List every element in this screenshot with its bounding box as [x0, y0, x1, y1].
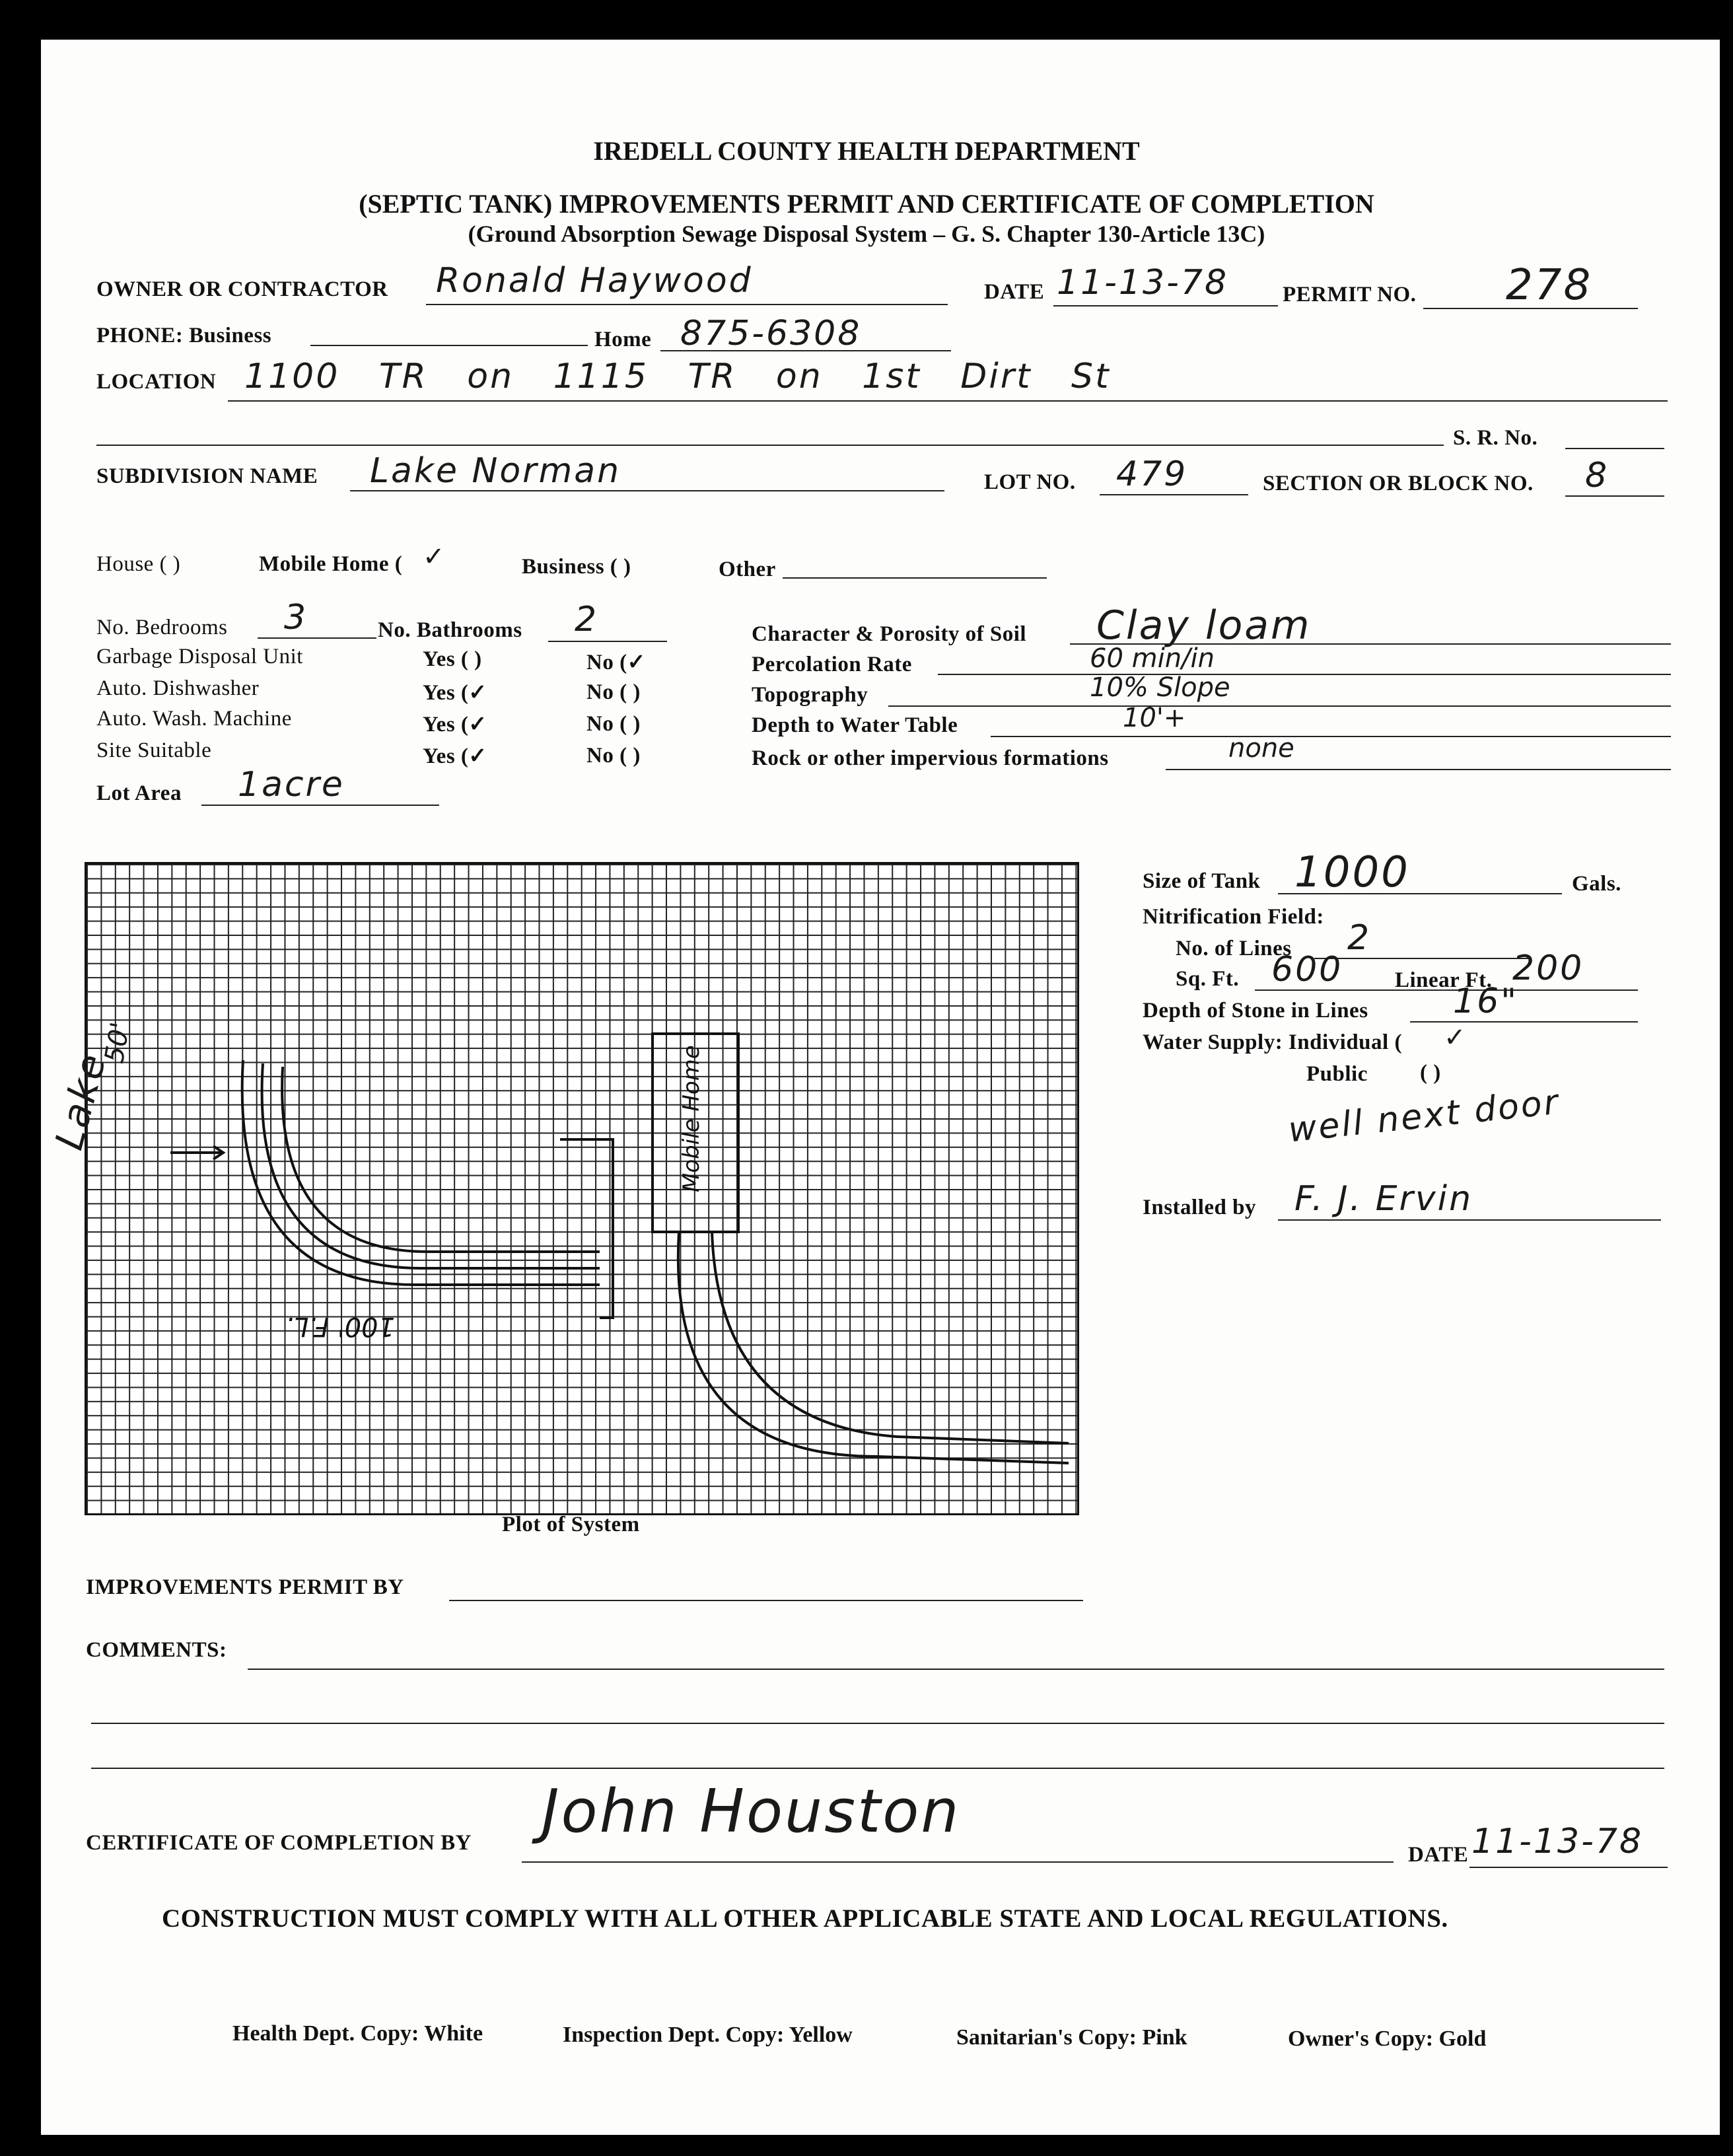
subdivision-value: Lake Norman — [370, 451, 621, 491]
wash-machine-yes: Yes (✓ — [423, 713, 487, 737]
phone-business-label: PHONE: Business — [96, 324, 272, 347]
bedrooms-value: 3 — [284, 598, 308, 637]
nitrification-label: Nitrification Field: — [1143, 905, 1324, 929]
date-label: DATE — [984, 280, 1045, 304]
certificate-label: CERTIFICATE OF COMPLETION BY — [86, 1831, 472, 1855]
linear-ft-label: Linear Ft. — [1395, 968, 1493, 992]
lot-area-label: Lot Area — [96, 781, 182, 805]
other-label: Other — [719, 557, 776, 581]
subdivision-label: SUBDIVISION NAME — [96, 464, 318, 488]
dishwasher-label: Auto. Dishwasher — [96, 676, 260, 700]
public-value: ( ) — [1420, 1061, 1441, 1085]
site-suitable-yes: Yes (✓ — [423, 744, 487, 768]
location-value: 1100 TR on 1115 TR on 1st Dirt St — [244, 357, 1111, 396]
public-label: Public — [1306, 1062, 1368, 1086]
certificate-date-label: DATE — [1408, 1843, 1469, 1867]
dishwasher-no: No ( ) — [586, 680, 641, 704]
mobile-home-option: Mobile Home ( — [259, 552, 403, 576]
form-subtitle: (Ground Absorption Sewage Disposal System – G. S. Chapter 130-Article 13C) — [468, 221, 1265, 247]
comments-label: COMMENTS: — [86, 1638, 227, 1662]
lines-value: 2 — [1347, 918, 1372, 958]
well-note: well next door — [1286, 1082, 1562, 1151]
agency-title: IREDELL COUNTY HEALTH DEPARTMENT — [593, 136, 1140, 166]
plot-mobile-home-label: Mobile Home — [678, 1045, 705, 1192]
section-value: 8 — [1585, 456, 1609, 495]
garbage-yes: Yes ( ) — [423, 647, 482, 671]
stone-depth-value: 16" — [1453, 982, 1519, 1021]
copy-health: Health Dept. Copy: White — [232, 2021, 483, 2046]
regulation-notice: CONSTRUCTION MUST COMPLY WITH ALL OTHER APPLICABLE STATE AND LOCAL REGULATIONS. — [162, 1904, 1448, 1933]
water-supply-label: Water Supply: Individual ( — [1143, 1030, 1402, 1054]
rock-value: none — [1228, 733, 1294, 764]
wash-machine-no: No ( ) — [586, 712, 641, 736]
section-label: SECTION OR BLOCK NO. — [1263, 472, 1534, 495]
tank-size-value: 1000 — [1294, 848, 1410, 897]
lines-label: No. of Lines — [1176, 937, 1292, 960]
copy-owner: Owner's Copy: Gold — [1288, 2027, 1487, 2051]
location-label: LOCATION — [96, 370, 217, 394]
plot-caption: Plot of System — [502, 1513, 640, 1536]
percolation-label: Percolation Rate — [752, 653, 912, 676]
form-title: (SEPTIC TANK) IMPROVEMENTS PERMIT AND CERTIFICATE OF COMPLETION — [359, 189, 1374, 219]
water-supply-check: ✓ — [1444, 1023, 1466, 1053]
sr-no-label: S. R. No. — [1453, 426, 1538, 450]
owner-label: OWNER OR CONTRACTOR — [96, 277, 388, 301]
dishwasher-yes: Yes (✓ — [423, 681, 487, 705]
bathrooms-value: 2 — [575, 600, 599, 639]
business-option: Business ( ) — [522, 555, 631, 579]
sqft-label: Sq. Ft. — [1176, 967, 1240, 991]
tank-size-label: Size of Tank — [1143, 869, 1261, 893]
percolation-value: 60 min/in — [1090, 643, 1215, 674]
date-value: 11-13-78 — [1057, 263, 1229, 303]
tank-gals-label: Gals. — [1572, 872, 1621, 896]
lot-area-value: 1acre — [238, 765, 345, 805]
house-option: House ( ) — [96, 552, 181, 576]
rock-label: Rock or other impervious formations — [752, 746, 1109, 770]
soil-character-label: Character & Porosity of Soil — [752, 622, 1027, 646]
sqft-value: 600 — [1271, 950, 1343, 989]
plot-distance-label: 50' — [99, 1020, 137, 1065]
topography-label: Topography — [752, 683, 868, 707]
phone-home-label: Home — [594, 328, 652, 351]
improvements-permit-label: IMPROVEMENTS PERMIT BY — [86, 1575, 404, 1599]
installed-by-value: F. J. Ervin — [1294, 1179, 1473, 1219]
garbage-no: No (✓ — [586, 651, 646, 674]
certificate-signature: John Houston — [542, 1777, 961, 1846]
permit-label: PERMIT NO. — [1283, 283, 1417, 306]
topography-value: 10% Slope — [1090, 672, 1230, 703]
site-suitable-no: No ( ) — [586, 744, 641, 768]
plot-field-label: 100' F.L. — [285, 1311, 395, 1342]
plot-lake-label: Lake — [46, 1047, 116, 1155]
installed-by-label: Installed by — [1143, 1196, 1256, 1219]
soil-character-value: Clay loam — [1096, 602, 1312, 649]
certificate-date-value: 11-13-78 — [1471, 1822, 1644, 1861]
owner-value: Ronald Haywood — [436, 261, 753, 301]
site-suitable-label: Site Suitable — [96, 738, 212, 762]
wash-machine-label: Auto. Wash. Machine — [96, 707, 292, 731]
water-table-value: 10'+ — [1123, 703, 1186, 733]
linear-ft-value: 200 — [1512, 949, 1584, 988]
water-table-label: Depth to Water Table — [752, 713, 958, 737]
plot-sketch — [85, 862, 1075, 1511]
lot-no-value: 479 — [1116, 454, 1188, 494]
copy-sanitarian: Sanitarian's Copy: Pink — [956, 2025, 1187, 2050]
stone-depth-label: Depth of Stone in Lines — [1143, 999, 1368, 1023]
permit-value: 278 — [1506, 261, 1593, 310]
copy-inspection: Inspection Dept. Copy: Yellow — [563, 2023, 853, 2047]
bedrooms-label: No. Bedrooms — [96, 616, 228, 639]
lot-no-label: LOT NO. — [984, 470, 1076, 494]
garbage-label: Garbage Disposal Unit — [96, 645, 303, 668]
phone-home-value: 875-6308 — [680, 314, 862, 353]
mobile-home-check: ✓ — [423, 542, 445, 572]
bathrooms-label: No. Bathrooms — [378, 618, 522, 642]
